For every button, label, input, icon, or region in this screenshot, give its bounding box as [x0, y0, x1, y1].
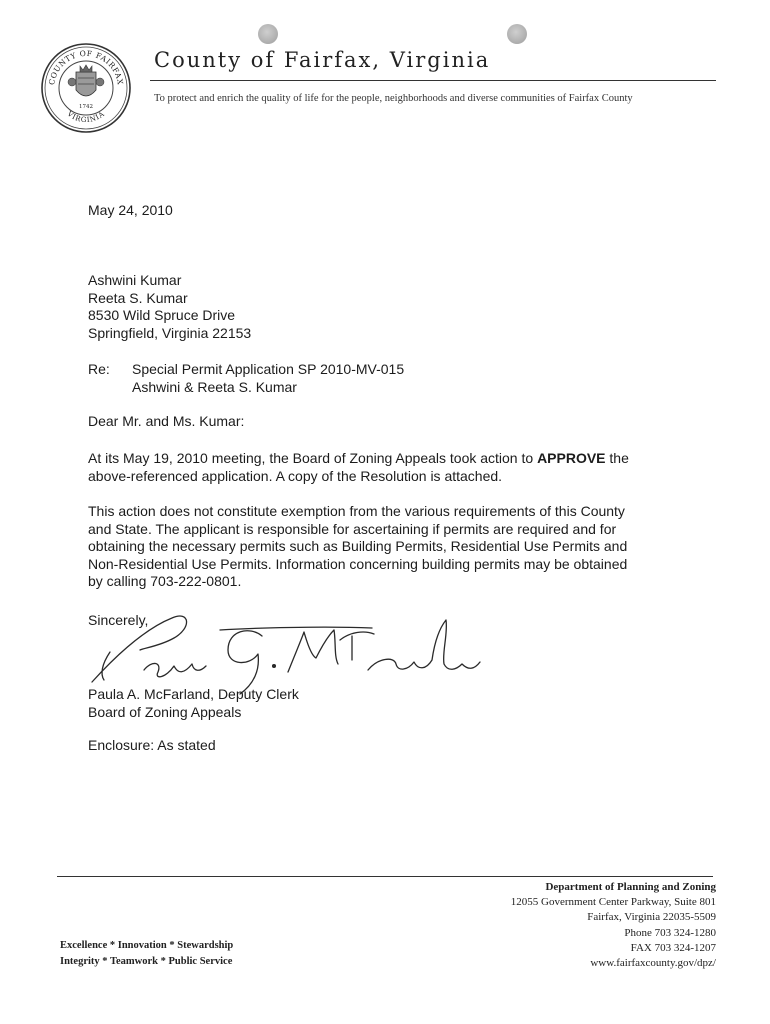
values-line: Excellence * Innovation * Stewardship	[60, 940, 234, 951]
enclosure-note: Enclosure: As stated	[88, 737, 216, 753]
approval-paragraph	[88, 450, 629, 485]
county-tagline: To protect and enrich the quality of life for the people, neighborhoods and diverse communities of Fairfax County	[154, 93, 633, 104]
subject-label: Re:	[88, 361, 110, 377]
recipient-line: Reeta S. Kumar	[88, 289, 188, 306]
department-phone: Phone 703 324-1280	[624, 926, 716, 939]
signer-title: Board of Zoning Appeals	[88, 703, 242, 720]
letter-date: May 24, 2010	[88, 202, 173, 218]
subject-line: Special Permit Application SP 2010-MV-015	[132, 361, 405, 377]
approval-text-after: the	[605, 450, 629, 466]
svg-text:VIRGINIA: VIRGINIA	[65, 109, 107, 125]
county-title: County of Fairfax, Virginia	[154, 48, 491, 72]
recipient-line: 8530 Wild Spruce Drive	[88, 307, 236, 323]
department-contact	[511, 880, 716, 971]
department-address-line: 12055 Government Center Parkway, Suite 801	[510, 896, 716, 909]
approval-text-before: At its May 19, 2010 meeting, the Board of Zoning Appeals took action to	[88, 450, 538, 466]
subject-line: Ashwini & Reeta S. Kumar	[132, 378, 297, 395]
paragraph-line: and State. The applicant is responsible for ascertaining if permits are required and for	[88, 520, 617, 537]
signer-block	[88, 686, 299, 721]
paragraph-line: by calling 703-222-0801.	[88, 573, 242, 589]
county-values	[60, 938, 233, 970]
paragraph-line: This action does not constitute exemption from the various requirements of this County	[88, 503, 625, 519]
footer-rule	[57, 876, 713, 877]
svg-text:1742: 1742	[79, 104, 93, 110]
salutation: Dear Mr. and Ms. Kumar:	[88, 413, 245, 429]
requirements-paragraph	[88, 503, 627, 591]
department-address-line: Fairfax, Virginia 22035-5509	[587, 911, 716, 924]
values-line: Integrity * Teamwork * Public Service	[60, 956, 233, 967]
approval-line-1	[88, 450, 629, 468]
approve-emphasis: APPROVE	[537, 450, 606, 466]
approval-line-2: above-referenced application. A copy of the Resolution is attached.	[88, 467, 503, 484]
department-website: www.fairfaxcounty.gov/dpz/	[590, 957, 716, 970]
binder-hole-right	[507, 24, 527, 44]
paragraph-line: Non-Residential Use Permits. Information concerning building permits may be obtained	[88, 555, 628, 572]
subject-block	[88, 361, 404, 396]
recipient-line: Springfield, Virginia 22153	[88, 324, 252, 341]
department-name: Department of Planning and Zoning	[545, 881, 716, 893]
recipient-address	[88, 272, 251, 342]
county-seal-logo	[40, 42, 132, 134]
svg-text:COUNTY OF FAIRFAX: COUNTY OF FAIRFAX	[47, 48, 125, 86]
header-rule	[150, 80, 716, 81]
closing: Sincerely,	[88, 612, 149, 628]
paragraph-line: obtaining the necessary permits such as Building Permits, Residential Use Permits and	[88, 538, 628, 554]
recipient-line: Ashwini Kumar	[88, 272, 182, 288]
binder-hole-left	[258, 24, 278, 44]
subject-lines	[132, 361, 404, 396]
department-fax: FAX 703 324-1207	[630, 941, 716, 954]
signer-name: Paula A. McFarland, Deputy Clerk	[88, 686, 299, 702]
